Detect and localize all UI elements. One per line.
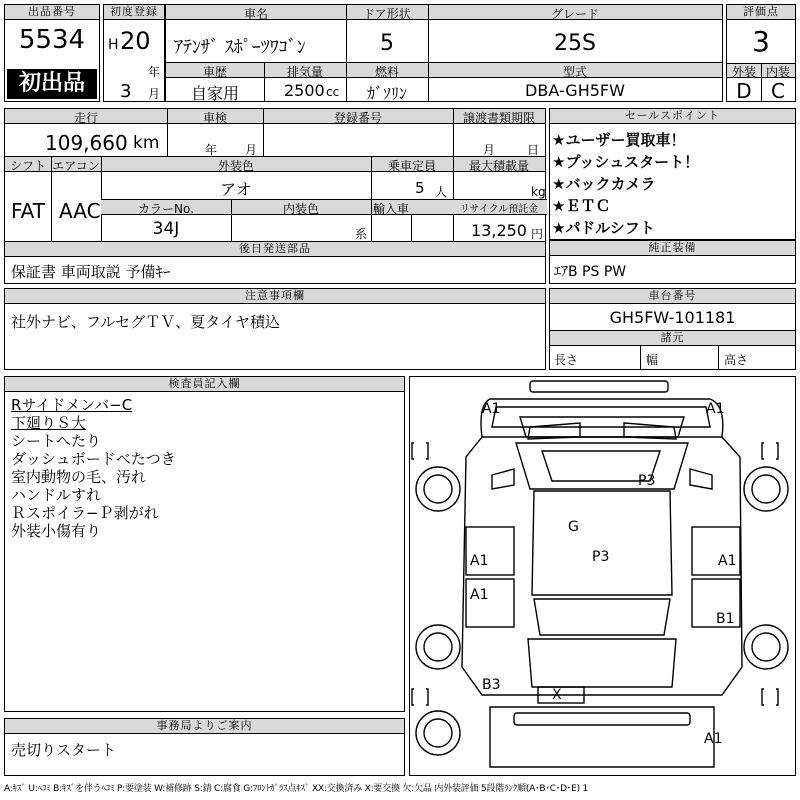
model-label: 車名	[243, 7, 268, 21]
capacity-value: 5	[415, 179, 425, 197]
ext-color-value: アオ	[220, 180, 252, 199]
lot-box	[4, 4, 100, 102]
inspector-box	[4, 376, 405, 712]
registration-label: 登録番号	[333, 111, 382, 125]
grade-value: 25S	[554, 31, 596, 56]
first-listing-badge: 初出品	[7, 69, 97, 99]
mileage-value: 109,660	[45, 131, 128, 155]
notes-value: 社外ナビ、フルセグＴＶ、夏タイヤ積込	[11, 313, 280, 331]
damage-front-right: A1	[706, 401, 725, 417]
legend: A:ｷｽﾞ U:ﾍｺﾐ B:ｷｽﾞを伴うﾍｺﾐ P:要塗装 W:補修跡 S:錆 C:腐食 G:ﾌﾛﾝﾄｶﾞﾗｽ点ｷｽﾞ XX:交換済み X:要交換 欠:欠品 内外装評価 5段階ﾗﾝｸ順(A･B･C･D･E) 1	[4, 784, 589, 794]
equipment-label: 純正装備	[550, 241, 795, 256]
sales-point-3: ★バックカメラ	[552, 175, 656, 193]
ext-color-label: 外装色	[217, 159, 254, 173]
model-name: ｱﾃﾝｻﾞ ｽﾎﾟｰﾂﾜｺﾞﾝ	[174, 37, 306, 58]
first-reg-box	[103, 4, 165, 102]
top-grid	[165, 4, 723, 102]
shift-value: FAT	[11, 199, 46, 223]
first-reg-month-unit: 月	[148, 87, 161, 101]
first-reg-year: 20	[120, 27, 151, 55]
capacity-label: 乗車定員	[387, 159, 436, 173]
transfer-day-unit: 日	[527, 143, 540, 157]
recycle-label: リサイクル預託金	[459, 204, 539, 215]
damage-center: P3	[592, 549, 610, 565]
damage-rear-left: B3	[482, 677, 501, 693]
damage-right-front-door: A1	[718, 553, 737, 569]
max-load-unit: kg	[531, 185, 546, 199]
import-label: 輸入車	[372, 202, 409, 216]
damage-roof: P3	[638, 473, 656, 489]
recycle-unit: 円	[531, 227, 544, 241]
car-outline	[410, 377, 795, 775]
inspector-line-6: ハンドルすれ	[11, 486, 102, 504]
lot-number: 5534	[18, 25, 86, 55]
chassis-label: 車台番号	[550, 289, 795, 304]
inspection-year-unit: 年	[205, 143, 218, 157]
sales-point-5: ★パドルシフト	[552, 219, 655, 237]
recycle-value: 13,250	[471, 221, 527, 240]
first-reg-label: 初度登録	[104, 5, 164, 20]
dims-height: 高さ	[724, 353, 749, 367]
lot-label: 出品番号	[5, 5, 99, 20]
equipment-value: ｴｱB PS PW	[554, 264, 627, 280]
aircon-label: エアコン	[52, 159, 100, 173]
inspection-month-unit: 月	[245, 143, 258, 157]
transfer-month-unit: 月	[483, 143, 496, 157]
displacement-unit: cc	[326, 85, 340, 99]
color-no-label: カラーNo.	[138, 202, 194, 216]
grade-label: グレード	[550, 7, 599, 21]
dims-label: 諸元	[550, 331, 795, 346]
fuel-value: ｶﾞｿﾘﾝ	[366, 84, 407, 103]
sales-point-1: ★ユーザー買取車！	[552, 131, 686, 149]
inspector-line-4: ダッシュボードべたつき	[11, 450, 176, 468]
sales-points-box	[549, 108, 796, 240]
damage-windshield: G	[568, 519, 579, 535]
displacement-label: 排気量	[286, 65, 323, 79]
aircon-value: AAC	[59, 199, 101, 223]
first-reg-year-unit: 年	[148, 65, 161, 79]
notes-label: 注意事項欄	[5, 289, 545, 304]
color-no-value: 34J	[152, 219, 180, 239]
rating-label: 評価点	[727, 5, 795, 20]
sales-points-label: セールスポイント	[550, 109, 795, 124]
office-box	[4, 718, 405, 776]
capacity-unit: 人	[435, 185, 448, 199]
damage-right-rear-door: B1	[716, 611, 735, 627]
inspector-line-5: 室内動物の毛、汚れ	[11, 468, 147, 486]
later-parts-label: 後日発送部品	[5, 242, 545, 257]
first-reg-era: H	[108, 37, 119, 53]
interior-label: 内装	[765, 65, 790, 79]
shift-label: シフト	[9, 159, 46, 173]
history-value: 自家用	[190, 84, 239, 103]
inspector-line-1: Rサイドメンバ−C	[11, 396, 133, 414]
detail-grid	[4, 108, 546, 284]
doors-value: 5	[380, 31, 394, 56]
fuel-label: 燃料	[374, 65, 399, 79]
office-label: 事務局よりご案内	[5, 719, 404, 734]
first-reg-month: 3	[120, 81, 132, 102]
rating-value: 3	[752, 25, 770, 58]
int-color-unit: 系	[355, 227, 368, 241]
damage-front-left: A1	[482, 401, 501, 417]
interior-rating: C	[771, 79, 785, 103]
office-value: 売切りスタート	[11, 741, 117, 759]
inspector-line-3: シートへたり	[11, 432, 102, 450]
model-code-value: DBA-GH5FW	[525, 81, 625, 100]
damage-rear-right: A1	[704, 731, 723, 747]
sales-point-2: ★プッシュスタート！	[552, 153, 700, 171]
rating-box	[726, 4, 796, 102]
model-code-label: 型式	[562, 65, 587, 79]
damage-rear-bumper: X	[552, 687, 562, 703]
inspection-label: 車検	[202, 111, 227, 125]
dims-length: 長さ	[554, 353, 579, 367]
inspector-line-2: 下廻りＳ大	[11, 414, 87, 432]
notes-box	[4, 288, 546, 370]
displacement-value: 2500	[284, 81, 325, 100]
int-color-label: 内装色	[282, 202, 319, 216]
doors-label: ドア形状	[363, 7, 411, 21]
sales-point-4: ★ＥＴＣ	[552, 197, 611, 215]
transfer-doc-label: 譲渡書類期限	[462, 111, 535, 125]
history-label: 車歴	[202, 65, 227, 79]
inspector-line-8: 外装小傷有り	[11, 522, 102, 540]
chassis-box	[549, 288, 796, 370]
later-parts-value: 保証書 車両取説 予備ｷｰ	[11, 263, 171, 281]
mileage-unit: km	[133, 133, 160, 153]
damage-left-rear-door: A1	[470, 587, 489, 603]
car-diagram	[409, 376, 796, 776]
equipment-box	[549, 240, 796, 284]
dims-width: 幅	[646, 353, 659, 367]
exterior-label: 外装	[731, 65, 756, 79]
inspector-label: 検査員記入欄	[5, 377, 404, 392]
max-load-label: 最大積載量	[468, 159, 529, 173]
exterior-rating: D	[736, 79, 752, 103]
inspector-line-7: Ｒスポイラ−Ｐ剥がれ	[11, 504, 159, 522]
mileage-label: 走行	[73, 111, 98, 125]
chassis-value: GH5FW-101181	[609, 308, 736, 327]
damage-left-front-door: A1	[470, 553, 489, 569]
